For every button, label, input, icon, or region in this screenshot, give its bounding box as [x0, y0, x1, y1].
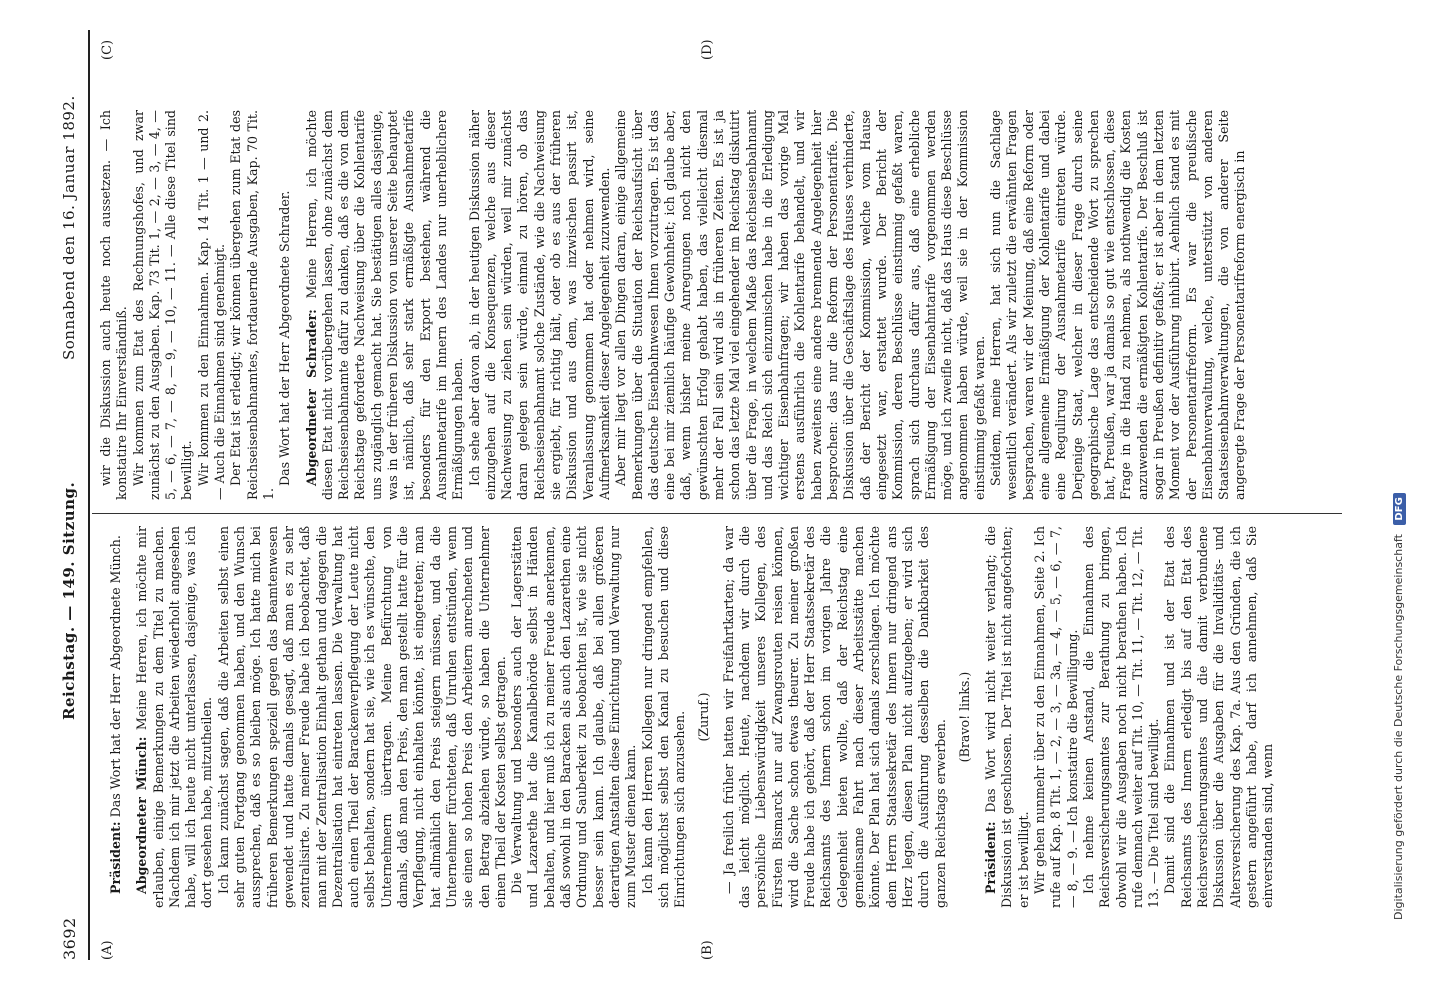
- paragraph: [988, 110, 1249, 500]
- paragraph: [1162, 526, 1276, 908]
- paragraph-text: Damit sind die Einnahmen und ist der Etat des Reichsamts des Innern erledigt bis auf den Etat des Reichsversicherungsamtes und die damit verbundene Diskussion über die Ausgaben für die Invaliditäts- und Altersversicherung des Kap. 7a. Aus den Gründen, die ich gestern angeführt habe, darf ich annehmen, daß Sie einverstanden sind, wenn: [1162, 526, 1276, 908]
- paragraph-text: Wir kommen zu den Einnahmen. Kap. 14 Tit. 1 — und 2. — Auch die Einnahmen sind genehmigt.: [195, 110, 228, 500]
- paragraph-text: Ich kann den Herren Kollegen nur dringend empfehlen, sich möglichst selbst den Kanal zu besuchen und diese Einrichtungen sich anzusehen.: [639, 526, 688, 908]
- paragraph-text: Das Wort wird nicht weiter verlangt; die Diskussion ist geschlossen. Der Titel ist nicht angefochten; er ist bewilligt.: [983, 526, 1031, 908]
- paragraph-text: Ich sehe aber davon ab, in der heutigen Diskussion näher einzugehen auf die Konsequenzen, welche aus dieser Nachweisung zu ziehen sein würden, weil mir zunächst daran gelegen sein würde, einmal zu hören, ob das Reichseisenbahnamt solche Zustände, wie die Nachweisung sie ergiebt, für richtig hält, oder ob es aus der früheren Diskussion und aus dem, was inzwischen passirt ist, Veranlassung genommen hat oder nehmen wird, seine Aufmerksamkeit dieser Angelegenheit zuzuwenden.: [466, 110, 612, 500]
- digitization-footer: [1392, 60, 1406, 920]
- paragraph: [134, 526, 215, 908]
- paragraph-text: Seitdem, meine Herren, hat sich nun die Sachlage wesentlich verändert. Als wir zuletzt die erwähnten Fragen besprachen, waren wir der Meinung, daß eine Reform oder eine allgemeine Ermäßigung der Kohlentarife und dabei eine Regulirung der Ausnahmetarife eintreten würde. Derjenige Staat, welcher in dieser Frage durch seine geographische Lage das entscheidende Wort zu sprechen hat, Preußen, war ja damals so gut wie entschlossen, diese Frage in die Hand zu nehmen, als nothwendig die Kosten anzuwenden die ermäßigten Kohlentarife. Der Beschluß ist sogar in Preußen definitiv gefaßt; er ist aber in dem letzten Moment vor der Ausführung inhibirt. Aehnlich stand es mit der Personentarifreform. Es war die preußische Eisenbahnverwaltung, welche, unterstützt von anderen Staatseisenbahnverwaltungen, die von anderer Seite angeregte Frage der Personentarifreform energisch in: [988, 110, 1248, 500]
- paragraph: [1081, 526, 1162, 908]
- paragraph: [196, 110, 229, 500]
- paragraph-text: Meine Herren, ich möchte diesen Etat nicht vorübergehen lassen, ohne zunächst dem Reichseisenbahnamte dafür zu danken, daß es die von dem Reichstage geforderte Nachweisung über die Kohlentarife uns zugänglich gemacht hat. Sie bestätigen alles dasjenige, was in der früheren Diskussion von unserer Seite behauptet ist, nämlich, daß sehr stark ermäßigte Ausnahmetarife besonders für den Export bestehen, während die Ausnahmetarife im Innern des Landes nur unerheblichere Ermäßigungen haben.: [303, 110, 466, 500]
- paragraph-text: Meine Herren, ich möchte mir erlauben, einige Bemerkungen zu dem Titel zu machen. Nachdem ich mir jetzt die Arbeiten wiederholt angesehen habe, will ich heute nicht unterlassen, dasjenige, was ich dort gesehen habe, mitzutheilen.: [134, 526, 215, 908]
- paragraph: [640, 526, 689, 908]
- paragraph-text: Die Verwaltung und besonders auch der Lagerstätten und Lazarethe hat die Kanalbehörde selbst in Händen behalten, und hier muß ich zu meiner Freude anerkennen, daß sowohl in den Baracken als auch den Lazarethen eine Ordnung und Sauberkeit zu beobachten ist, wie sie nicht besser sein kann. Ich glaube, daß bei allen größeren derartigen Anstalten diese Einrichtung und Verwaltung nur zum Muster dienen kann.: [509, 526, 639, 908]
- margin-marker-c: (C): [100, 39, 115, 60]
- paragraph: [613, 110, 988, 500]
- paragraph-text: — Ja freilich früher hatten wir Freifahrtkarten; da war das leicht möglich. Heute, nachdem wir durch die persönliche Liebenswürdigkeit unseres Kollegen, des Fürsten Bismarck nur auf Zwangsrouten reisen können, wird die Sache schon etwas theurer. Zu meiner großen Freude habe ich gehört, daß der Herr Staatssekretär des Reichsamts des Innern schon im vorigen Jahre die Gelegenheit bieten wollte, daß der Reichstag eine gemeinsame Fahrt nach dieser Arbeitsstätte machen könnte. Der Plan hat sich damals zerschlagen. Ich möchte dem Herrn Staatssekretär des Innern nur dringend ans Herz legen, diesen Plan nicht aufzugeben; er wird sich durch die Ausführung desselben die Dankbarkeit des ganzen Reichstags erwerben.: [720, 526, 948, 908]
- speaker-name: Präsident:: [983, 821, 999, 894]
- session-date: Sonnabend den 16. Januar 1892.: [60, 95, 78, 360]
- paragraph-text: Das Wort hat der Herr Abgeordnete Münch.: [108, 535, 123, 818]
- column-divider: [92, 513, 1342, 514]
- paragraph-text: Aber mir liegt vor allen Dingen daran, einige allgemeine Bemerkungen über die Situation der Reichsaufsicht über das deutsche Eisenbahnwesen Ihnen vorzutragen. Es ist das eine bei mir ziemlich häufige Gewohnheit; ich glaube aber, daß, wenn bisher meine Anregungen noch nicht den gewünschten Erfolg gehabt haben, das vielleicht diesmal mehr der Fall sein wird als in früheren Zeiten. Es ist ja schon das letzte Mal viel eingehender im Reichstag diskutirt über die Frage, in welchem Maße das Reichseisenbahnamt und das Reich sich einzumischen habe in die Erledigung wichtiger Eisenbahnfragen; wir haben das vorige Mal erstens ausführlich die Kohlentarife behandelt, und wir haben zweitens eine andere brennende Angelegenheit hier besprochen: das nur die Reform der Personentarife. Die Diskussion über die Geschäftslage des Hauses verhinderte, daß der Bericht der Kommission, welche vom Hause eingesetzt war, erstattet wurde. Der Bericht der Kommission, deren Beschlüsse einstimmig gefaßt waren, sprach sich durchaus dafür aus, daß eine erhebliche Ermäßigung der Eisenbahntarife vorgenommen werden möge, und ich zweifle nicht, daß das Haus diese Beschlüsse angenommen haben würde, weil sie in der Kommission einstimmig gefaßt waren.: [613, 110, 987, 500]
- stage-direction: (Bravo! links.): [956, 671, 972, 763]
- speaker-name: Präsident:: [108, 821, 123, 894]
- paragraph: [304, 110, 467, 500]
- left-text-column: [98, 526, 1318, 908]
- speaker-name: Abgeordneter Schrader:: [303, 309, 319, 486]
- session-title: Reichstag. — 149. Sitzung.: [60, 481, 78, 720]
- dfg-logo: DFG: [1393, 493, 1406, 524]
- paragraph: [277, 110, 293, 500]
- page-number: 3692: [60, 917, 79, 960]
- paragraph: [216, 526, 509, 908]
- right-text-column: [98, 110, 1318, 500]
- paragraph: [721, 526, 949, 908]
- margin-marker-d: (D): [700, 39, 715, 60]
- margin-marker-b: (B): [700, 940, 715, 960]
- stage-direction: (Zuruf.): [696, 692, 712, 742]
- footer-text: Digitalisierung gefördert durch die Deutsche Forschungsgemeinschaft: [1392, 534, 1405, 920]
- paragraph: [983, 526, 1032, 908]
- paragraph: [1032, 526, 1081, 908]
- header-rule: [88, 30, 90, 960]
- paragraph-text: Ich kann zunächst sagen, daß die Arbeiten selbst einen sehr guten Fortgang genommen haben, und den Wunsch aussprechen, daß es so bleiben möge. Ich hatte mich bei früheren Bemerkungen speziell gegen das Beamtenwesen gewendet und hatte damals gesagt, daß man es zu sehr zentralisirte. Zu meiner Freude habe ich beobachtet, daß man mit der Zentralisation Einhalt gethan und dagegen die Dezentralisation hat eintreten lassen. Die Verwaltung hat auch einen Theil der Barackenverpflegung der Leute nicht selbst behalten, sondern hat sie, wie ich es wünschte, den Unternehmern übertragen. Meine Befürchtung von damals, daß man den Preis, den man gestellt hatte für die Verpflegung, nicht einhalten könnte, ist eingetreten; man hat allmählich den Preis steigern müssen, und da die Unternehmer fürchteten, daß Unruhen entstünden, wenn sie einen so hohen Preis den Arbeitern anrechneten und den Betrag abziehen würde, so haben die Unternehmer einen Theil der Kosten selbst getragen.: [215, 526, 508, 908]
- paragraph-text: Das Wort hat der Herr Abgeordnete Schrader.: [277, 190, 293, 486]
- paragraph: [108, 526, 124, 908]
- paragraph: [98, 110, 131, 500]
- paragraph-text: Ich nehme keinen Anstand, die Einnahmen des Reichsversicherungsamtes zur Berathung zu bringen, obwohl wir die Ausgaben noch nicht berathen haben. Ich rufe demnach weiter auf Tit. 10, — Tit. 11, — Tit. 12, — Tit. 13. — Die Titel sind bewilligt.: [1080, 526, 1162, 908]
- paragraph-text: Der Etat ist erledigt; wir können übergehen zum Etat des Reichseisenbahnamtes, fortdauernde Ausgaben, Kap. 70 Tit. 1.: [228, 110, 276, 500]
- paragraph-text: Wir kommen zum Etat des Rechnungshofes, und zwar zunächst zu den Ausgaben. Kap. 73 Tit. 1, — 2, — 3, — 4, — 5, — 6, — 7, — 8, — 9, — 10, — 11. — Alle diese Titel sind bewilligt.: [130, 110, 195, 500]
- paragraph: [467, 110, 614, 500]
- paragraph: [228, 110, 277, 500]
- paragraph-text: wir die Diskussion auch heute noch aussetzen. — Ich konstatire Ihr Einverständniß.: [98, 110, 130, 500]
- paragraph: [131, 110, 196, 500]
- speaker-name: Abgeordneter Münch:: [134, 736, 150, 894]
- page-header: [52, 30, 86, 960]
- paragraph: [509, 526, 639, 908]
- margin-marker-a: (A): [100, 940, 115, 960]
- paragraph-text: Wir gehen nunmehr über zu den Einnahmen, Seite 2. Ich rufe auf Kap. 8 Tit. 1, — 2, — 3, — 3a, — 4, — 5, — 6, — 7, — 8, — 9. — Ich konstatire die Bewilligung.: [1032, 526, 1080, 908]
